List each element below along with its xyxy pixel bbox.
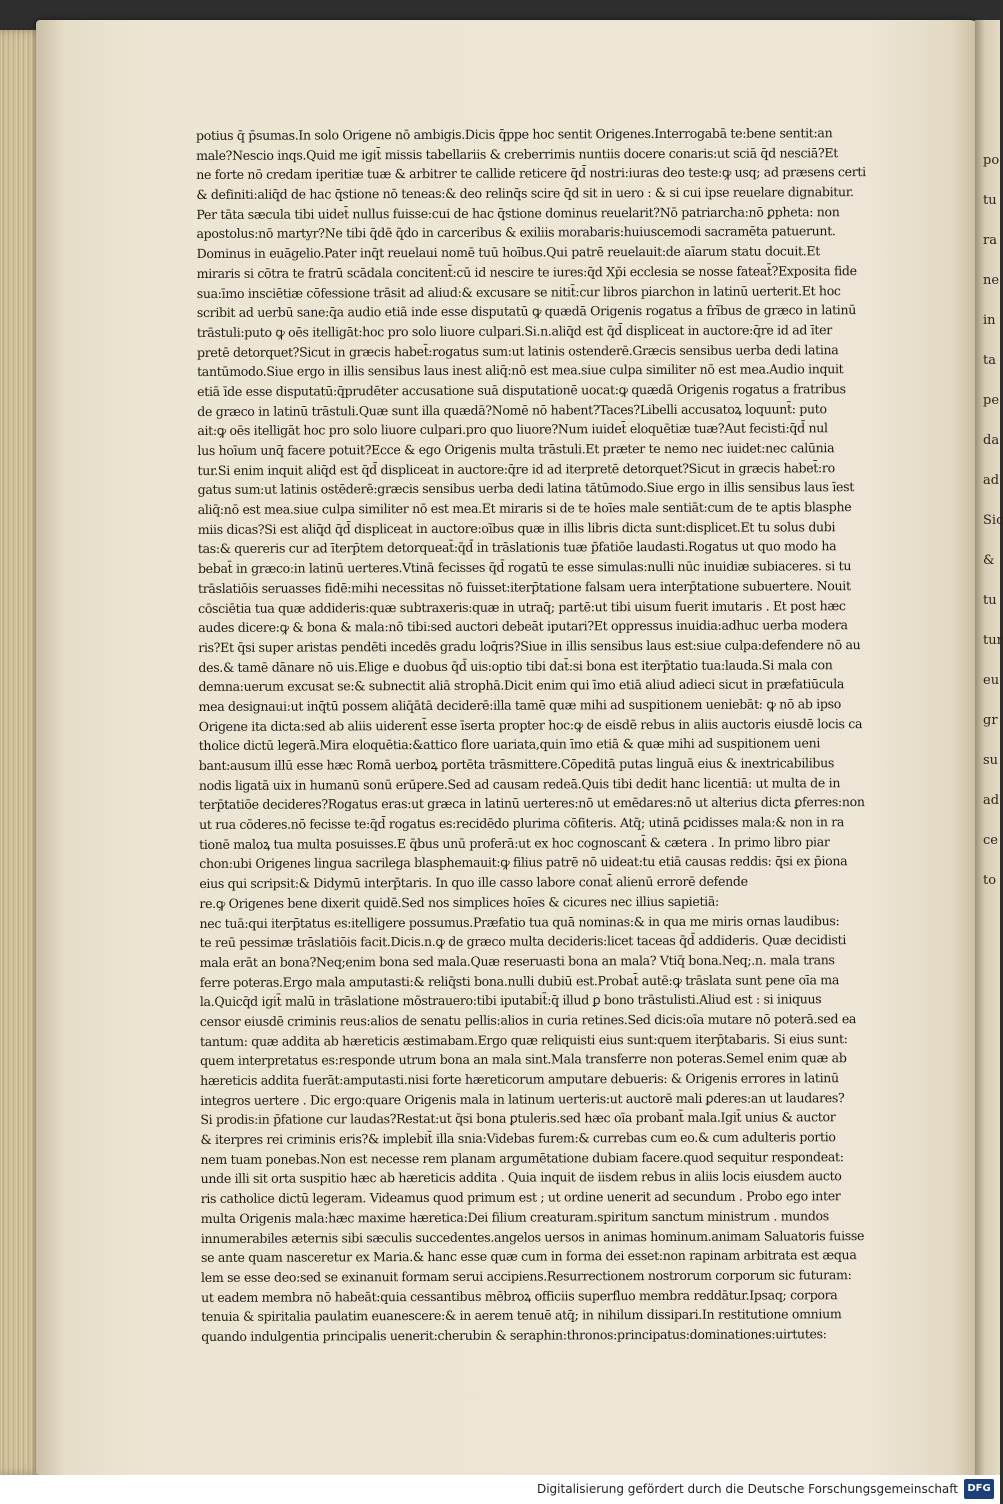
- text-line: audes dicere:ꝙ & bona & mala:nō tibi:sed auctori debeāt iputari?Et oppressus inuidia:adhuc uerba modera: [198, 617, 848, 636]
- text-line: ait:ꝙ oēs itelligāt hoc pro solo liuore culpari.pro quo liuore?Num iuidet̄ eloquētiæ tuæ?Aut fecisti:q̄d̄ nul: [197, 420, 828, 439]
- margin-fragment: ad: [983, 793, 1000, 808]
- text-line: trāslatiōis seruasses fidē:mihi necessitas nō fuisset:iterp̄tatione falsam uera interp̄tatione subuertere. Nouit: [197, 577, 851, 596]
- text-line: re.ꝙ Origenes bene dixerit quidē.Sed nos simplices hoīes & cicures nec illius sapietiā:: [199, 893, 719, 911]
- text-line: potius q̄ p̄sumas.In solo Origene nō ambigis.Dicis q̄ppe hoc sentit Origenes.Interrogabā te:bene sentit:an: [196, 125, 833, 143]
- text-line: mala erāt an bona?Neq;enim bona sed mala.Quæ reseruasti bona an mala? Vtiq̄ bona.Neq;.n. mala trans: [199, 952, 835, 970]
- margin-fragment: gr: [983, 713, 998, 728]
- text-line: tenuia & spiritalia paulatim euanescere:& in aerem tenuē atq̄; in nihilum dissipari.In restitutione omnium: [201, 1306, 842, 1325]
- margin-fragment: su: [983, 753, 999, 768]
- margin-fragment: tu: [983, 193, 997, 208]
- text-line: Dominus in euāgelio.Pater inq̄t reuelaui nomē tuū hoībus.Qui patrē reuelauit:de aīarum statu docuit.Et: [196, 243, 820, 262]
- text-line: innumerabiles æternis sibi sæculis succedentes.angelos uersos in animas hominum.animam Saluatoris fuisse: [200, 1227, 865, 1246]
- margin-fragment: in: [983, 313, 996, 328]
- text-line: etiā īde esse disputatū:q̄prudēter accusatione suā disputationē uocat:ꝙ quædā Origenis rogatus a fratribus: [197, 381, 846, 399]
- text-line: pretē detorquet?Sicut in græcis habet̄:rogatus sum:ut latinis ostenderē.Græcis sensibus uerba dedi latina: [196, 341, 839, 360]
- footer-bar: [0, 1475, 1000, 1504]
- text-line: multa Origenis mala:hæc maxime hæretica:Dei filium creaturam.spiritum sanctum ministrum . mundos: [200, 1208, 829, 1226]
- text-line: tholice dictū legerā.Mira eloquētia:&attico flore uariata,quin īmo etiā & quæ mihi ad suspitionem ueni: [198, 735, 821, 754]
- text-line: se ante quam nasceretur ex Maria.& hanc esse quæ cum in forma dei esset:non rapinam arbitrata est æqua: [200, 1247, 857, 1266]
- text-line: bant:ausum illū esse hæc Romā uerboꝝ portēta trāsmittere.Cōpeditā putas linguā eius & inextricabilibus: [198, 755, 835, 773]
- text-line: censor eiusdē criminis reus:alios de senatu pellis:alios in curia retines.Sed dicis:oīa mutare nō poterā.sed ea: [199, 1011, 857, 1029]
- text-line: ris?Et q̄si super aristas pendēti incedēs gradu loq̄ris?Siue in illis sensibus laus est:siue culpa:defendere nō au: [198, 636, 861, 655]
- text-line: integros uertere . Dic ergo:quare Origenis mala in latinum uerteris:ut auctorē mali ꝑderes:an ut laudares?: [200, 1089, 845, 1108]
- text-line: quem interpretatus es:responde utrum bona an mala sint.Mala transferre non poteras.Semel enim quæ ab: [200, 1050, 847, 1069]
- text-line: hæreticis addita fuerāt:amputasti.nisi forte hæreticorum amputare debueris: & Origenis errores in latinū: [200, 1070, 839, 1088]
- text-line: Per tāta sæcula tibi uidet̄ nullus fuisse:cui de hac q̄stione dominus reuelarit?Nō patriarcha:nō ꝑpheta: non: [196, 203, 840, 222]
- text-line: unde illi sit orta suspitio hæc ab hæreticis addita . Quia inquit de iisdem rebus in aliis locis eiusdem aucto: [200, 1168, 842, 1187]
- text-line: mea designaui:ut inq̄tū possem aliq̄ātā deciderē:illa tamē quæ mihi ad suspitionem ueniebāt: ꝙ nō ab ipso: [198, 696, 842, 714]
- margin-fragment: Sic: [983, 513, 1003, 528]
- dfg-logo-icon: DFG: [964, 1479, 994, 1499]
- text-line: tantūmodo.Siue ergo in illis sensibus laus inest aliq̄:nō est mea.siue culpa similiter nō est mea.Audio inquit: [197, 361, 844, 380]
- text-line: chon:ubi Origenes lingua sacrilega blasphemauit:ꝙ filius patrē nō uideat:tu etiā causas reddis: q̄si ex p̄iona: [199, 853, 848, 872]
- text-line: eius qui scripsit:& Didymū interp̄taris. In quo ille casso labore conat̄ alienū errorē defende: [199, 873, 748, 892]
- text-line: ut eadem membra nō habeāt:quia cessantibus mēbroꝝ officiis superfluo membra reddātur.Ipsaq; corpora: [201, 1286, 838, 1305]
- text-line: ferre poteras.Ergo mala amputasti:& reliq̄sti bona.nulli dubiū est.Probat̄ autē:ꝙ trāslata sunt pene oīa ma: [199, 971, 840, 990]
- margin-fragment: pe: [983, 393, 1000, 408]
- text-line: Origene ita dicta:sed ab aliis uiderent̄ esse īserta propter hoc:ꝙ de eisdē rebus in aliis auctoris eiusdē locis ca: [198, 715, 863, 734]
- footer-credit: Digitalisierung gefördert durch die Deutsche Forschungsgemeinschaft: [536, 1482, 958, 1496]
- text-line: lus hoīum unq̄ facere potuit?Ecce & ego Origenis multa trāstuli.Et præter te nemo nec iuidet:nec calūnia: [197, 440, 835, 458]
- page-right-edge: [975, 20, 1003, 1475]
- text-line: terp̄tatiōe decideres?Rogatus eras:ut græca in latinū uerteres:nō ut emēdares:nō ut alterius dicta ꝑferres:non: [198, 794, 865, 813]
- text-line: tur.Si enim inquit aliq̄d est q̄d̄ displiceat in auctore:q̄re id ad iterpretē detorquet?Sicut in græcis habet̄:ro: [197, 459, 835, 478]
- text-line: cōsciētia tua quæ addideris:quæ subtraxeris:quæ in utraq̄; partē:ut tibi uisum fuerit imutaris . Et post hæc: [198, 597, 846, 616]
- text-line: nec tuā:qui iterp̄tatus es:itelligere possumus.Præfatio tua quā nominas:& in qua me miris ornas laudibus:: [199, 912, 840, 931]
- text-line: ut rua cōderes.nō fecisse te:q̄d̄ rogatus es:recidēdo plurima cōfiteris. Atq̄; utinā ꝑcidisses mala:& non in ra: [199, 814, 845, 833]
- margin-fragment: &: [983, 553, 995, 568]
- text-line: ne forte nō credam iperitiæ tuæ & arbitrer te callide reticere q̄d̄ nostri:iuras deo teste:ꝙ usq; ad præsens certi: [196, 164, 866, 183]
- text-line: nem tuam ponebas.Non est necesse rem planam argumētatione dubiam facere.quod sequitur respondeat:: [200, 1148, 844, 1167]
- text-line: & iterpres rei criminis eris?& implebit̄ illa snia:Videbas furem:& currebas cum eo.& cum adulteris portio: [200, 1129, 836, 1148]
- text-line: bebat̄ in græco:in latinū uerteres.Vtinā fecisses q̄d̄ rogatū te esse simulas:nulli nūc inuidiæ subiaceres. si tu: [197, 558, 852, 577]
- margin-fragment: tu: [983, 593, 997, 608]
- text-line: aliq̄:nō est mea.siue culpa similiter nō est mea.Et miraris si de te hoīes male sentiāt:cum de te aptis blasphe: [197, 499, 852, 518]
- margin-fragment: ra: [983, 233, 997, 248]
- text-line: trāstuli:puto ꝙ oēs itelligāt:hoc pro solo liuore culpari.Si.n.aliq̄d est q̄d̄ displiceat in auctore:q̄re id ad īter: [196, 322, 832, 340]
- text-line: male?Nescio inqs.Quid me igit̄ missis tabellariis & creberrimis nuntiis docere conaris:ut sciā q̄d nesciā?Et: [196, 144, 838, 163]
- text-line: & definiti:aliq̄d de hac q̄stione nō teneas:& deo relinq̄s scire q̄d sit in uero : & si cui ipse reuelare dignabitur.: [196, 184, 854, 203]
- text-line: sua:īmo insciētiæ cōfessione trāsit ad aliud:& excusare se nitit̄:cur libros piarchon in latinū uerterit.Et hoc: [196, 282, 841, 301]
- text-line: apostolus:nō martyr?Ne tibi q̄dē q̄do in carceribus & exiliis morabaris:huiuscemodi sacramēta patuerunt.: [196, 223, 836, 242]
- margin-fragment: to: [983, 873, 997, 888]
- text-line: de græco in latinū trāstuli.Quæ sunt illa quædā?Nomē nō habent?Taces?Libelli accusatoꝝ loquunt̄: puto: [197, 400, 827, 419]
- text-line: la.Quicq̄d igit̄ malū in trāslatione mōstrauero:tibi iputabit̄:q̄ illud ꝑ bono trāstulisti.Aliud est : si iniquus: [199, 991, 822, 1010]
- text-line: tantum: quæ addita ab hæreticis æstimabam.Ergo quæ reliquisti eius sunt:quem iterp̄tabaris. Si eius sunt:: [199, 1030, 848, 1049]
- text-line: gatus sum:ut latinis ostēderē:græcis sensibus uerba dedi latina tātūmodo.Siue ergo in illis sensibus laus īest: [197, 479, 854, 498]
- margin-fragment: ta: [983, 353, 996, 368]
- text-line: ris catholice dictū legeram. Videamus quod primum est ; ut ordine uenerit ad secundum . Probo ego inter: [200, 1188, 841, 1207]
- text-line: tas:& quereris cur ad īterp̄tem detorqueat̄:q̄d̄ in trāslationis tuæ p̄fatiōe laudasti.Rogatus ut quo modo ha: [197, 538, 837, 557]
- text-line: demna:uerum excusat se:& subnectit aliā strophā.Dicit enim qui īmo etiā aliud adieci sicut in præfatiūcula: [198, 676, 845, 695]
- text-line: lem se esse deo:sed se exinanuit formam serui accipiens.Resurrectionem nostrorum corporum sic futuram:: [200, 1267, 852, 1285]
- text-line: te reū pessimæ trāslatiōis facit.Dicis.n.ꝙ de græco multa decideris:licet taceas q̄d̄ addideris. Quæ decidisti: [199, 932, 847, 951]
- text-line: miis dicas?Si est aliq̄d q̄d̄ displiceat in auctore:oībus quæ in illis libris dicta sunt:displicet.Et tu solus dubi: [197, 518, 836, 537]
- margin-fragment: tur: [983, 633, 1003, 648]
- text-line: tionē maloꝝ tua multa posuisses.E q̄bus unū proferā:ut ex hoc cognoscant̄ & cætera . In primo libro piar: [199, 833, 830, 852]
- margin-fragment: da: [983, 433, 1000, 448]
- margin-fragment: ad: [983, 473, 1000, 488]
- text-line: des.& tamē dānare nō uis.Elige e duobus q̄d̄ uis:optio tibi dat̄:si bona est iterp̄tatio tua:lauda.Si mala con: [198, 656, 833, 675]
- text-column: [196, 123, 941, 1347]
- text-line: quando indulgentia principalis uenerit:cherubin & seraphin:thronos:principatus:dominationes:uirtutes:: [201, 1326, 827, 1344]
- margin-fragment: ne: [983, 273, 1000, 288]
- text-line: scribit ad uerbū sane:q̄a audio etiā inde esse disputatū ꝙ quædā Origenis rogatus a frībus de græco in latinū: [196, 302, 857, 321]
- text-line: miraris si cōtra te fratrū scādala concitent̄:cū id nescire te iures:q̄d Xp̄i ecclesia se nosse fateat̄?Exposita fide: [196, 262, 857, 281]
- text-line: Si prodis:in p̄fatione cur laudas?Restat:ut q̄si bona ꝑtuleris.sed hæc oīa probant̄ mala.Igit̄ unius & auctor: [200, 1109, 836, 1128]
- text-line: nodis ligatā uix in humanū sonū erūpere.Sed ad causam redeā.Quis tibi dedit hanc licentiā: ut multa de in: [198, 774, 841, 793]
- margin-fragment: ce: [983, 833, 998, 848]
- margin-fragment: po: [983, 153, 1000, 168]
- margin-fragment: eu: [983, 673, 1000, 688]
